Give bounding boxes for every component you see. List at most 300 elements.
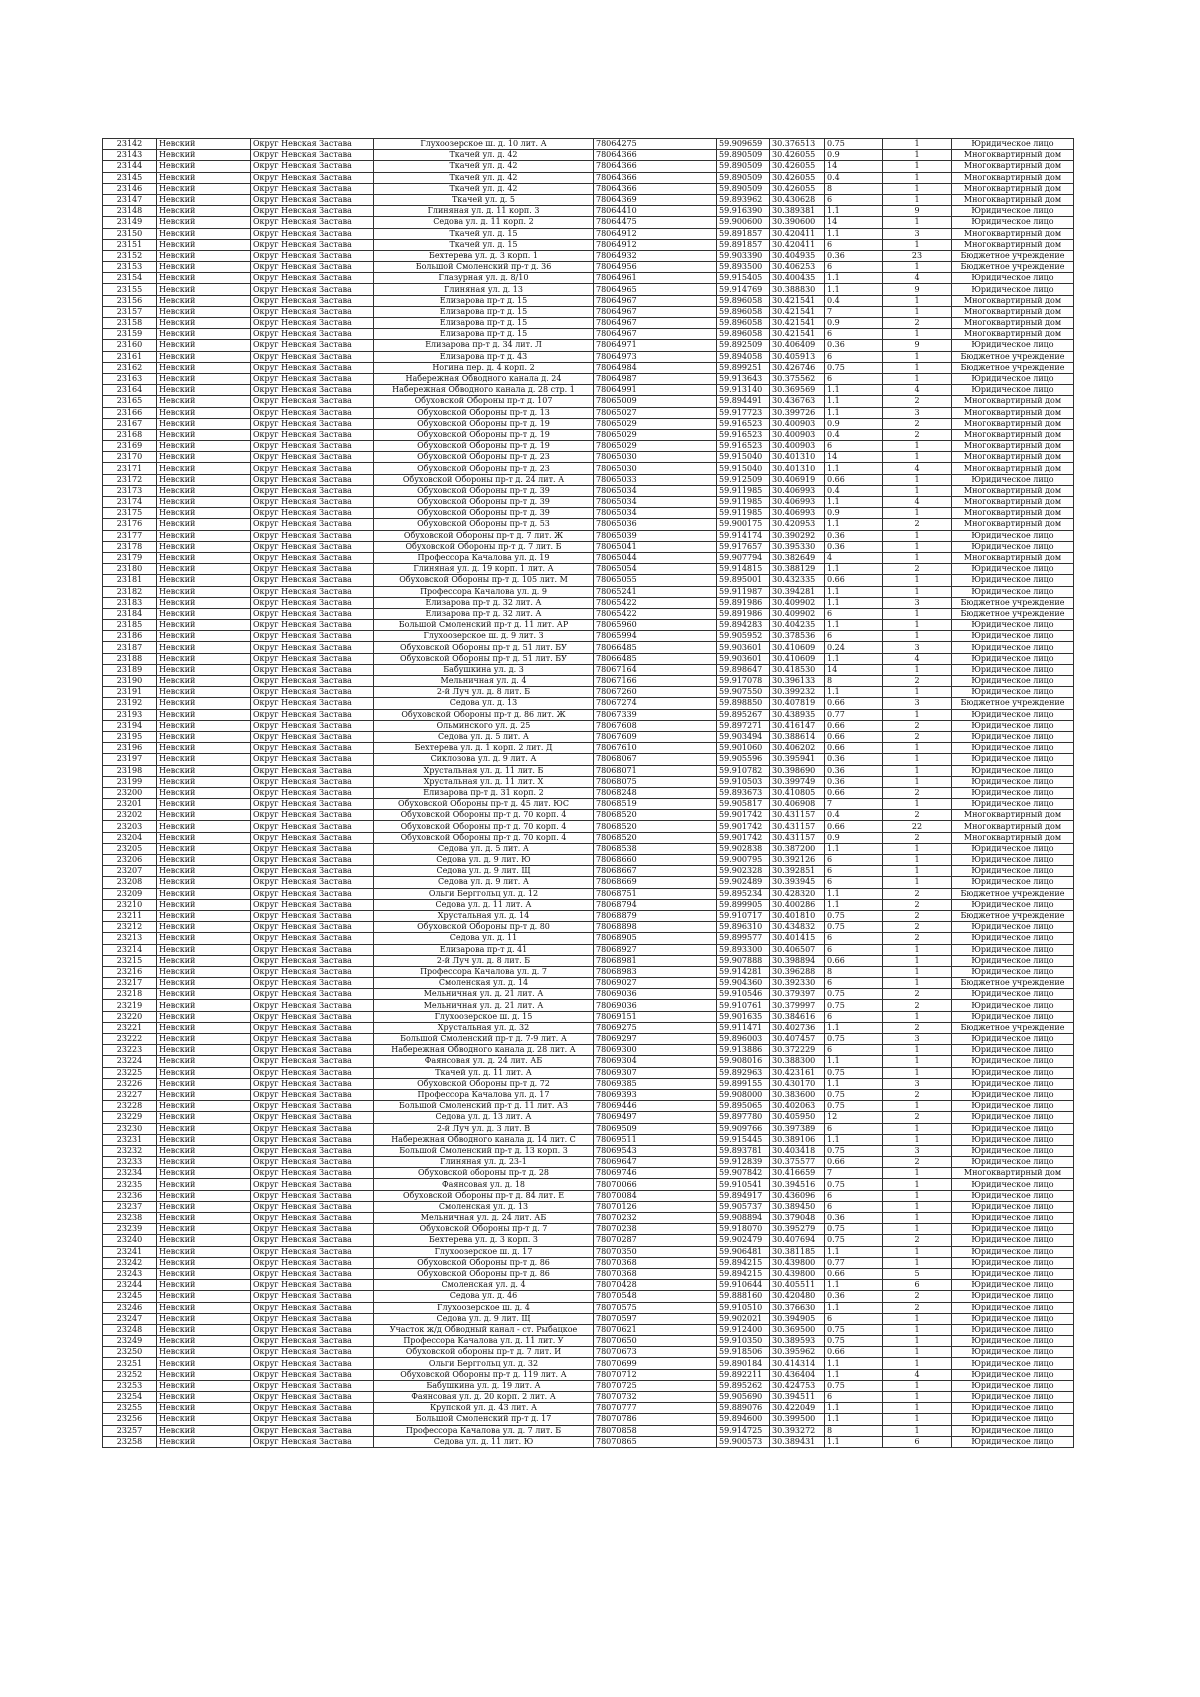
cell-value: 1.1 — [825, 206, 883, 217]
cell-longitude: 30.372229 — [770, 1045, 825, 1056]
cell-object-code: 78069509 — [594, 1123, 717, 1134]
cell-row-number: 23211 — [103, 910, 157, 921]
cell-district: Невский — [157, 183, 251, 194]
cell-count: 1 — [883, 754, 952, 765]
cell-category: Юридическое лицо — [952, 765, 1074, 776]
cell-district: Невский — [157, 1246, 251, 1257]
table-row — [103, 1336, 1074, 1347]
cell-address: Глухоозерское ш. д. 17 — [374, 1246, 594, 1257]
cell-address: Елизарова пр-т д. 15 — [374, 329, 594, 340]
cell-district: Невский — [157, 1324, 251, 1335]
cell-district: Невский — [157, 642, 251, 653]
cell-latitude: 59.889076 — [717, 1403, 770, 1414]
cell-municipal-district: Округ Невская Застава — [251, 1101, 374, 1112]
cell-municipal-district: Округ Невская Застава — [251, 933, 374, 944]
cell-object-code: 78069275 — [594, 1022, 717, 1033]
cell-municipal-district: Округ Невская Застава — [251, 497, 374, 508]
cell-object-code: 78064932 — [594, 250, 717, 261]
cell-district: Невский — [157, 1224, 251, 1235]
cell-count: 2 — [883, 810, 952, 821]
cell-value: 1.1 — [825, 586, 883, 597]
table-row — [103, 631, 1074, 642]
cell-object-code: 78065029 — [594, 429, 717, 440]
cell-municipal-district: Округ Невская Застава — [251, 1045, 374, 1056]
cell-latitude: 59.903494 — [717, 731, 770, 742]
cell-count: 2 — [883, 720, 952, 731]
cell-count: 3 — [883, 228, 952, 239]
cell-object-code: 78070368 — [594, 1257, 717, 1268]
cell-value: 0.36 — [825, 776, 883, 787]
cell-longitude: 30.399749 — [770, 776, 825, 787]
cell-value: 14 — [825, 161, 883, 172]
table-row — [103, 351, 1074, 362]
cell-municipal-district: Округ Невская Застава — [251, 910, 374, 921]
cell-object-code: 78070238 — [594, 1224, 717, 1235]
cell-municipal-district: Округ Невская Застава — [251, 329, 374, 340]
cell-address: Большой Смоленский пр-т д. 11 лит. АР — [374, 620, 594, 631]
cell-municipal-district: Округ Невская Застава — [251, 720, 374, 731]
cell-value: 0.75 — [825, 989, 883, 1000]
cell-count: 1 — [883, 1358, 952, 1369]
cell-object-code: 78070699 — [594, 1358, 717, 1369]
cell-longitude: 30.422049 — [770, 1403, 825, 1414]
cell-category: Юридическое лицо — [952, 273, 1074, 284]
cell-count: 1 — [883, 1168, 952, 1179]
cell-address: Обуховской обороны пр-т д. 7 лит. И — [374, 1347, 594, 1358]
cell-address: Участок ж/д Обводный канал - ст. Рыбацкое — [374, 1324, 594, 1335]
cell-category: Юридическое лицо — [952, 139, 1074, 150]
cell-latitude: 59.914281 — [717, 966, 770, 977]
cell-longitude: 30.434832 — [770, 922, 825, 933]
cell-municipal-district: Округ Невская Застава — [251, 1291, 374, 1302]
cell-district: Невский — [157, 1034, 251, 1045]
cell-address: Мельничная ул. д. 21 лит. А — [374, 989, 594, 1000]
table-row — [103, 183, 1074, 194]
cell-longitude: 30.409902 — [770, 608, 825, 619]
cell-object-code: 78065029 — [594, 418, 717, 429]
cell-object-code: 78070368 — [594, 1268, 717, 1279]
cell-longitude: 30.384616 — [770, 1011, 825, 1022]
cell-latitude: 59.891986 — [717, 608, 770, 619]
cell-municipal-district: Округ Невская Застава — [251, 273, 374, 284]
cell-count: 1 — [883, 1011, 952, 1022]
cell-address: Большой Смоленский пр-т д. 36 — [374, 262, 594, 273]
cell-category: Многоквартирный дом — [952, 485, 1074, 496]
cell-address: Обуховской Обороны пр-т д. 23 — [374, 452, 594, 463]
cell-address: Обуховской Обороны пр-т д. 19 — [374, 418, 594, 429]
cell-row-number: 23224 — [103, 1056, 157, 1067]
cell-count: 2 — [883, 318, 952, 329]
table-row — [103, 1235, 1074, 1246]
cell-value: 0.4 — [825, 429, 883, 440]
table-row — [103, 821, 1074, 832]
cell-municipal-district: Округ Невская Застава — [251, 687, 374, 698]
cell-value: 0.9 — [825, 318, 883, 329]
cell-count: 1 — [883, 1403, 952, 1414]
cell-category: Многоквартирный дом — [952, 810, 1074, 821]
cell-municipal-district: Округ Невская Застава — [251, 250, 374, 261]
cell-longitude: 30.438935 — [770, 709, 825, 720]
cell-count: 2 — [883, 888, 952, 899]
cell-municipal-district: Округ Невская Застава — [251, 731, 374, 742]
cell-longitude: 30.381185 — [770, 1246, 825, 1257]
cell-category: Многоквартирный дом — [952, 441, 1074, 452]
cell-address: Глиняная ул. д. 23-1 — [374, 1157, 594, 1168]
cell-district: Невский — [157, 541, 251, 552]
cell-count: 1 — [883, 217, 952, 228]
cell-municipal-district: Округ Невская Застава — [251, 418, 374, 429]
cell-latitude: 59.915445 — [717, 1134, 770, 1145]
cell-address: Большой Смоленский пр-т д. 17 — [374, 1414, 594, 1425]
cell-address: Елизарова пр-т д. 34 лит. Л — [374, 340, 594, 351]
cell-municipal-district: Округ Невская Застава — [251, 787, 374, 798]
cell-category: Юридическое лицо — [952, 866, 1074, 877]
cell-address: Глухоозерское ш. д. 10 лит. А — [374, 139, 594, 150]
cell-object-code: 78070673 — [594, 1347, 717, 1358]
cell-address: Обуховской Обороны пр-т д. 51 лит. БУ — [374, 653, 594, 664]
cell-row-number: 23205 — [103, 843, 157, 854]
table-row — [103, 586, 1074, 597]
cell-longitude: 30.401810 — [770, 910, 825, 921]
cell-district: Невский — [157, 1235, 251, 1246]
cell-latitude: 59.890509 — [717, 172, 770, 183]
cell-longitude: 30.406993 — [770, 497, 825, 508]
cell-row-number: 23156 — [103, 295, 157, 306]
cell-object-code: 78065044 — [594, 552, 717, 563]
cell-longitude: 30.396288 — [770, 966, 825, 977]
cell-value: 1.1 — [825, 564, 883, 575]
cell-district: Невский — [157, 1101, 251, 1112]
table-row — [103, 1145, 1074, 1156]
table-row — [103, 1246, 1074, 1257]
cell-latitude: 59.893500 — [717, 262, 770, 273]
cell-value: 1.1 — [825, 1414, 883, 1425]
cell-value: 0.4 — [825, 485, 883, 496]
cell-row-number: 23201 — [103, 799, 157, 810]
cell-value: 0.66 — [825, 575, 883, 586]
cell-longitude: 30.376630 — [770, 1302, 825, 1313]
cell-object-code: 78070232 — [594, 1213, 717, 1224]
cell-municipal-district: Округ Невская Застава — [251, 1302, 374, 1313]
cell-municipal-district: Округ Невская Застава — [251, 653, 374, 664]
table-row — [103, 1168, 1074, 1179]
cell-address: Профессора Качалова ул. д. 9 — [374, 586, 594, 597]
cell-value: 6 — [825, 262, 883, 273]
cell-value: 12 — [825, 1112, 883, 1123]
cell-value: 1.1 — [825, 1078, 883, 1089]
cell-latitude: 59.896058 — [717, 318, 770, 329]
cell-district: Невский — [157, 664, 251, 675]
cell-district: Невский — [157, 910, 251, 921]
cell-latitude: 59.894600 — [717, 1414, 770, 1425]
cell-latitude: 59.899905 — [717, 899, 770, 910]
cell-longitude: 30.379397 — [770, 989, 825, 1000]
cell-row-number: 23246 — [103, 1302, 157, 1313]
cell-value: 0.66 — [825, 720, 883, 731]
cell-municipal-district: Округ Невская Застава — [251, 284, 374, 295]
cell-latitude: 59.901060 — [717, 743, 770, 754]
cell-district: Невский — [157, 1425, 251, 1436]
cell-municipal-district: Округ Невская Застава — [251, 664, 374, 675]
cell-object-code: 78067609 — [594, 731, 717, 742]
cell-count: 2 — [883, 910, 952, 921]
cell-address: Обуховской Обороны пр-т д. 86 — [374, 1257, 594, 1268]
cell-category: Бюджетное учреждение — [952, 698, 1074, 709]
cell-municipal-district: Округ Невская Застава — [251, 530, 374, 541]
cell-address: Седова ул. д. 13 лит. А — [374, 1112, 594, 1123]
cell-municipal-district: Округ Невская Застава — [251, 922, 374, 933]
cell-value: 6 — [825, 855, 883, 866]
cell-count: 1 — [883, 799, 952, 810]
cell-value: 6 — [825, 1123, 883, 1134]
cell-object-code: 78069393 — [594, 1089, 717, 1100]
table-row — [103, 1380, 1074, 1391]
table-row — [103, 262, 1074, 273]
cell-latitude: 59.893781 — [717, 1145, 770, 1156]
cell-category: Юридическое лицо — [952, 1190, 1074, 1201]
cell-object-code: 78068520 — [594, 821, 717, 832]
cell-value: 0.66 — [825, 1268, 883, 1279]
cell-district: Невский — [157, 217, 251, 228]
cell-longitude: 30.394516 — [770, 1179, 825, 1190]
cell-longitude: 30.400286 — [770, 899, 825, 910]
cell-municipal-district: Округ Невская Застава — [251, 597, 374, 608]
cell-municipal-district: Округ Невская Застава — [251, 899, 374, 910]
cell-count: 22 — [883, 821, 952, 832]
table-row — [103, 318, 1074, 329]
cell-row-number: 23236 — [103, 1190, 157, 1201]
table-row — [103, 1392, 1074, 1403]
cell-municipal-district: Округ Невская Застава — [251, 966, 374, 977]
cell-count: 6 — [883, 1280, 952, 1291]
cell-municipal-district: Округ Невская Застава — [251, 340, 374, 351]
cell-count: 1 — [883, 1067, 952, 1078]
cell-category: Юридическое лицо — [952, 1011, 1074, 1022]
cell-row-number: 23207 — [103, 866, 157, 877]
cell-latitude: 59.900600 — [717, 217, 770, 228]
cell-count: 2 — [883, 989, 952, 1000]
cell-longitude: 30.398894 — [770, 955, 825, 966]
cell-count: 9 — [883, 340, 952, 351]
cell-object-code: 78069036 — [594, 989, 717, 1000]
cell-address: Обуховской Обороны пр-т д. 23 — [374, 463, 594, 474]
cell-count: 1 — [883, 1392, 952, 1403]
cell-district: Невский — [157, 676, 251, 687]
cell-object-code: 78064912 — [594, 228, 717, 239]
cell-category: Юридическое лицо — [952, 743, 1074, 754]
cell-longitude: 30.404235 — [770, 620, 825, 631]
cell-address: Седова ул. д. 9 лит. Ю — [374, 855, 594, 866]
cell-latitude: 59.907550 — [717, 687, 770, 698]
cell-district: Невский — [157, 418, 251, 429]
cell-object-code: 78070725 — [594, 1380, 717, 1391]
cell-municipal-district: Округ Невская Застава — [251, 888, 374, 899]
cell-category: Многоквартирный дом — [952, 318, 1074, 329]
cell-category: Многоквартирный дом — [952, 497, 1074, 508]
cell-object-code: 78065034 — [594, 508, 717, 519]
cell-district: Невский — [157, 1078, 251, 1089]
cell-object-code: 78068071 — [594, 765, 717, 776]
cell-object-code: 78064912 — [594, 239, 717, 250]
cell-address: Крупской ул. д. 43 лит. А — [374, 1403, 594, 1414]
cell-longitude: 30.426055 — [770, 150, 825, 161]
cell-municipal-district: Округ Невская Застава — [251, 194, 374, 205]
cell-count: 4 — [883, 385, 952, 396]
cell-municipal-district: Округ Невская Застава — [251, 1168, 374, 1179]
cell-value: 0.36 — [825, 1291, 883, 1302]
cell-latitude: 59.910546 — [717, 989, 770, 1000]
cell-district: Невский — [157, 843, 251, 854]
cell-object-code: 78069446 — [594, 1101, 717, 1112]
cell-category: Юридическое лицо — [952, 1324, 1074, 1335]
cell-row-number: 23182 — [103, 586, 157, 597]
cell-count: 2 — [883, 1235, 952, 1246]
cell-district: Невский — [157, 273, 251, 284]
cell-object-code: 78064984 — [594, 362, 717, 373]
table-row — [103, 978, 1074, 989]
cell-district: Невский — [157, 1302, 251, 1313]
cell-value: 0.75 — [825, 1101, 883, 1112]
cell-address: Ткачей ул. д. 42 — [374, 161, 594, 172]
cell-row-number: 23247 — [103, 1313, 157, 1324]
cell-category: Юридическое лицо — [952, 754, 1074, 765]
cell-latitude: 59.896003 — [717, 1034, 770, 1045]
cell-longitude: 30.406202 — [770, 743, 825, 754]
cell-district: Невский — [157, 799, 251, 810]
cell-row-number: 23192 — [103, 698, 157, 709]
table-row — [103, 877, 1074, 888]
cell-category: Юридическое лицо — [952, 966, 1074, 977]
cell-longitude: 30.405511 — [770, 1280, 825, 1291]
cell-object-code: 78064369 — [594, 194, 717, 205]
cell-municipal-district: Округ Невская Застава — [251, 1145, 374, 1156]
cell-address: Профессора Качалова ул. д. 7 — [374, 966, 594, 977]
cell-count: 6 — [883, 1436, 952, 1447]
table-row — [103, 776, 1074, 787]
table-row — [103, 228, 1074, 239]
cell-category: Юридическое лицо — [952, 1268, 1074, 1279]
cell-row-number: 23218 — [103, 989, 157, 1000]
cell-row-number: 23227 — [103, 1089, 157, 1100]
cell-latitude: 59.905952 — [717, 631, 770, 642]
cell-object-code: 78064366 — [594, 161, 717, 172]
cell-address: Профессора Качалова ул. д. 11 лит. У — [374, 1336, 594, 1347]
cell-district: Невский — [157, 485, 251, 496]
cell-category: Юридическое лицо — [952, 899, 1074, 910]
cell-longitude: 30.426746 — [770, 362, 825, 373]
cell-category: Юридическое лицо — [952, 1034, 1074, 1045]
cell-address: 2-й Луч ул. д. 8 лит. Б — [374, 687, 594, 698]
cell-value: 0.36 — [825, 765, 883, 776]
cell-district: Невский — [157, 731, 251, 742]
cell-category: Многоквартирный дом — [952, 161, 1074, 172]
cell-row-number: 23148 — [103, 206, 157, 217]
cell-municipal-district: Округ Невская Застава — [251, 150, 374, 161]
cell-row-number: 23143 — [103, 150, 157, 161]
cell-row-number: 23171 — [103, 463, 157, 474]
cell-latitude: 59.910541 — [717, 1179, 770, 1190]
cell-longitude: 30.436096 — [770, 1190, 825, 1201]
cell-object-code: 78065034 — [594, 497, 717, 508]
cell-category: Юридическое лицо — [952, 664, 1074, 675]
cell-category: Многоквартирный дом — [952, 1168, 1074, 1179]
cell-longitude: 30.387200 — [770, 843, 825, 854]
cell-row-number: 23206 — [103, 855, 157, 866]
table-row — [103, 955, 1074, 966]
cell-address: Обуховской Обороны пр-т д. 7 лит. Ж — [374, 530, 594, 541]
cell-row-number: 23174 — [103, 497, 157, 508]
table-row — [103, 250, 1074, 261]
cell-district: Невский — [157, 284, 251, 295]
cell-count: 1 — [883, 1313, 952, 1324]
cell-row-number: 23173 — [103, 485, 157, 496]
cell-address: Обуховской Обороны пр-т д. 45 лит. ЮС — [374, 799, 594, 810]
table-row — [103, 966, 1074, 977]
table-row — [103, 1358, 1074, 1369]
cell-value: 6 — [825, 631, 883, 642]
cell-latitude: 59.909766 — [717, 1123, 770, 1134]
cell-row-number: 23163 — [103, 373, 157, 384]
cell-object-code: 78069385 — [594, 1078, 717, 1089]
cell-longitude: 30.394905 — [770, 1313, 825, 1324]
cell-value: 6 — [825, 1201, 883, 1212]
cell-address: Обуховской Обороны пр-т д. 105 лит. М — [374, 575, 594, 586]
cell-count: 1 — [883, 239, 952, 250]
cell-longitude: 30.410609 — [770, 642, 825, 653]
cell-object-code: 78068667 — [594, 866, 717, 877]
cell-address: Елизарова пр-т д. 32 лит. А — [374, 597, 594, 608]
table-row — [103, 239, 1074, 250]
cell-category: Многоквартирный дом — [952, 183, 1074, 194]
cell-count: 3 — [883, 1078, 952, 1089]
cell-row-number: 23145 — [103, 172, 157, 183]
cell-count: 1 — [883, 843, 952, 854]
table-row — [103, 362, 1074, 373]
cell-object-code: 78069307 — [594, 1067, 717, 1078]
cell-latitude: 59.899155 — [717, 1078, 770, 1089]
cell-object-code: 78065422 — [594, 608, 717, 619]
cell-municipal-district: Округ Невская Застава — [251, 799, 374, 810]
cell-longitude: 30.400903 — [770, 418, 825, 429]
cell-longitude: 30.407819 — [770, 698, 825, 709]
cell-municipal-district: Округ Невская Застава — [251, 351, 374, 362]
cell-object-code: 78068905 — [594, 933, 717, 944]
cell-row-number: 23251 — [103, 1358, 157, 1369]
cell-value: 0.66 — [825, 698, 883, 709]
table-row — [103, 385, 1074, 396]
cell-address: Большой Смоленский пр-т д. 11 лит. АЗ — [374, 1101, 594, 1112]
cell-row-number: 23239 — [103, 1224, 157, 1235]
cell-category: Юридическое лицо — [952, 731, 1074, 742]
cell-district: Невский — [157, 653, 251, 664]
cell-district: Невский — [157, 620, 251, 631]
cell-longitude: 30.416147 — [770, 720, 825, 731]
cell-district: Невский — [157, 933, 251, 944]
cell-category: Многоквартирный дом — [952, 418, 1074, 429]
table-row — [103, 1425, 1074, 1436]
cell-value: 0.77 — [825, 1257, 883, 1268]
cell-address: Хрустальная ул. д. 32 — [374, 1022, 594, 1033]
cell-row-number: 23225 — [103, 1067, 157, 1078]
cell-latitude: 59.902489 — [717, 877, 770, 888]
cell-row-number: 23195 — [103, 731, 157, 742]
table-row — [103, 1403, 1074, 1414]
cell-latitude: 59.902021 — [717, 1313, 770, 1324]
cell-address: Обуховской Обороны пр-т д. 70 корп. 4 — [374, 810, 594, 821]
cell-address: Обуховской Обороны пр-т д. 51 лит. БУ — [374, 642, 594, 653]
cell-district: Невский — [157, 407, 251, 418]
cell-row-number: 23229 — [103, 1112, 157, 1123]
